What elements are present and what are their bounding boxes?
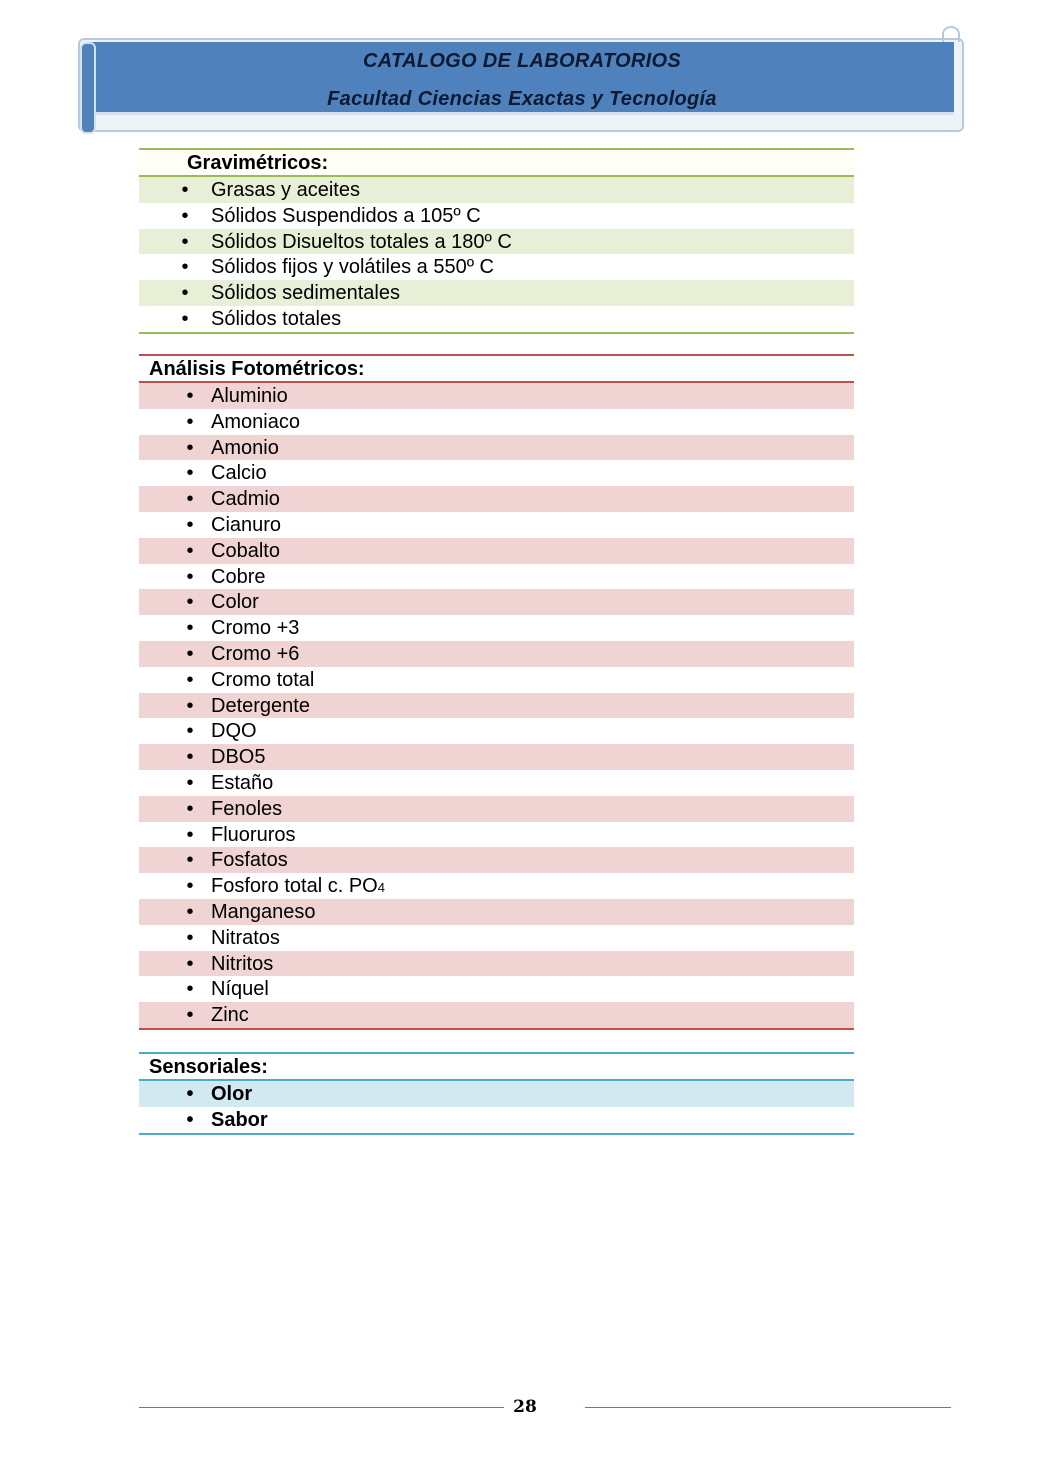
list-item: • Níquel (139, 976, 854, 1002)
bullet-icon: • (186, 488, 194, 511)
list-item: • Cobre (139, 564, 854, 590)
bullet-icon: • (186, 746, 194, 769)
fosforo-label: Fosforo total c. PO (211, 875, 378, 898)
list-item: • Fenoles (139, 796, 854, 822)
list-item: • Cobalto (139, 538, 854, 564)
list-item: • Cianuro (139, 512, 854, 538)
list-item: • Nitritos (139, 951, 854, 977)
bullet-icon: • (186, 1004, 194, 1027)
bullet-icon: • (186, 849, 194, 872)
bullet-icon: • (186, 436, 194, 459)
bullet-icon: • (186, 978, 194, 1001)
bullet-icon: • (186, 823, 194, 846)
fotometricos-section (139, 354, 854, 1030)
list-item: • Sólidos sedimentales (139, 280, 854, 306)
list-item: • Zinc (139, 1002, 854, 1028)
bullet-icon: • (186, 410, 194, 433)
list-item: • Fosfatos (139, 847, 854, 873)
bullet-icon: • (181, 282, 189, 305)
list-item: • Amonio (139, 435, 854, 461)
bullet-icon: • (186, 513, 194, 536)
footer-rule-right (585, 1407, 951, 1408)
bullet-icon: • (186, 565, 194, 588)
bullet-icon: • (186, 952, 194, 975)
list-item: • Cromo +6 (139, 641, 854, 667)
gravimetricos-section (139, 148, 854, 334)
bullet-icon: • (181, 230, 189, 253)
list-item: • Sabor (139, 1107, 854, 1133)
bullet-icon: • (186, 591, 194, 614)
bullet-icon: • (186, 642, 194, 665)
list-item: • Sólidos fijos y volátiles a 550º C (139, 254, 854, 280)
list-item: • Amoniaco (139, 409, 854, 435)
bullet-icon: • (186, 771, 194, 794)
list-item: • Sólidos Suspendidos a 105º C (139, 203, 854, 229)
list-item: • Sólidos Disueltos totales a 180º C (139, 229, 854, 255)
list-item: • Grasas y aceites (139, 177, 854, 203)
bullet-icon: • (186, 617, 194, 640)
gravimetricos-heading: Gravimétricos: (139, 150, 854, 177)
sensoriales-section (139, 1052, 854, 1135)
list-item: • Aluminio (139, 383, 854, 409)
list-item: • Cadmio (139, 486, 854, 512)
bullet-icon: • (186, 385, 194, 407)
list-item: • Sólidos totales (139, 306, 854, 332)
list-item: • Detergente (139, 693, 854, 719)
list-item: • DQO (139, 718, 854, 744)
bullet-icon: • (186, 539, 194, 562)
bullet-icon: • (186, 668, 194, 691)
catalog-title: CATALOGO DE LABORATORIOS (363, 50, 681, 72)
sensoriales-heading: Sensoriales: (139, 1054, 854, 1081)
bullet-icon: • (181, 204, 189, 227)
bullet-icon: • (181, 307, 189, 330)
bullet-icon: • (186, 1083, 194, 1105)
bullet-icon: • (181, 179, 189, 201)
list-item: • Calcio (139, 460, 854, 486)
list-item: • Olor (139, 1081, 854, 1107)
list-item: • Nitratos (139, 925, 854, 951)
bullet-icon: • (186, 1108, 194, 1131)
list-item: • Color (139, 589, 854, 615)
list-item (139, 873, 854, 899)
faculty-subtitle: Facultad Ciencias Exactas y Tecnología (327, 88, 717, 110)
bullet-icon: • (181, 256, 189, 279)
banner-scroll-curl (942, 26, 960, 42)
list-item: • Manganeso (139, 899, 854, 925)
page-number: 28 (513, 1397, 537, 1417)
list-item: • Cromo total (139, 667, 854, 693)
footer-rule-left (139, 1407, 504, 1408)
bullet-icon: • (186, 926, 194, 949)
list-item: • Fluoruros (139, 822, 854, 848)
bullet-icon: • (186, 462, 194, 485)
list-item: • DBO5 (139, 744, 854, 770)
list-item: • Estaño (139, 770, 854, 796)
bullet-icon: • (186, 797, 194, 820)
list-item: • Cromo +3 (139, 615, 854, 641)
fotometricos-heading: Análisis Fotométricos: (139, 356, 854, 383)
bullet-icon: • (186, 720, 194, 743)
bullet-icon: • (186, 694, 194, 717)
po4-subscript: 4 (377, 880, 385, 896)
bullet-icon: • (186, 900, 194, 923)
bullet-icon: • (186, 875, 194, 898)
